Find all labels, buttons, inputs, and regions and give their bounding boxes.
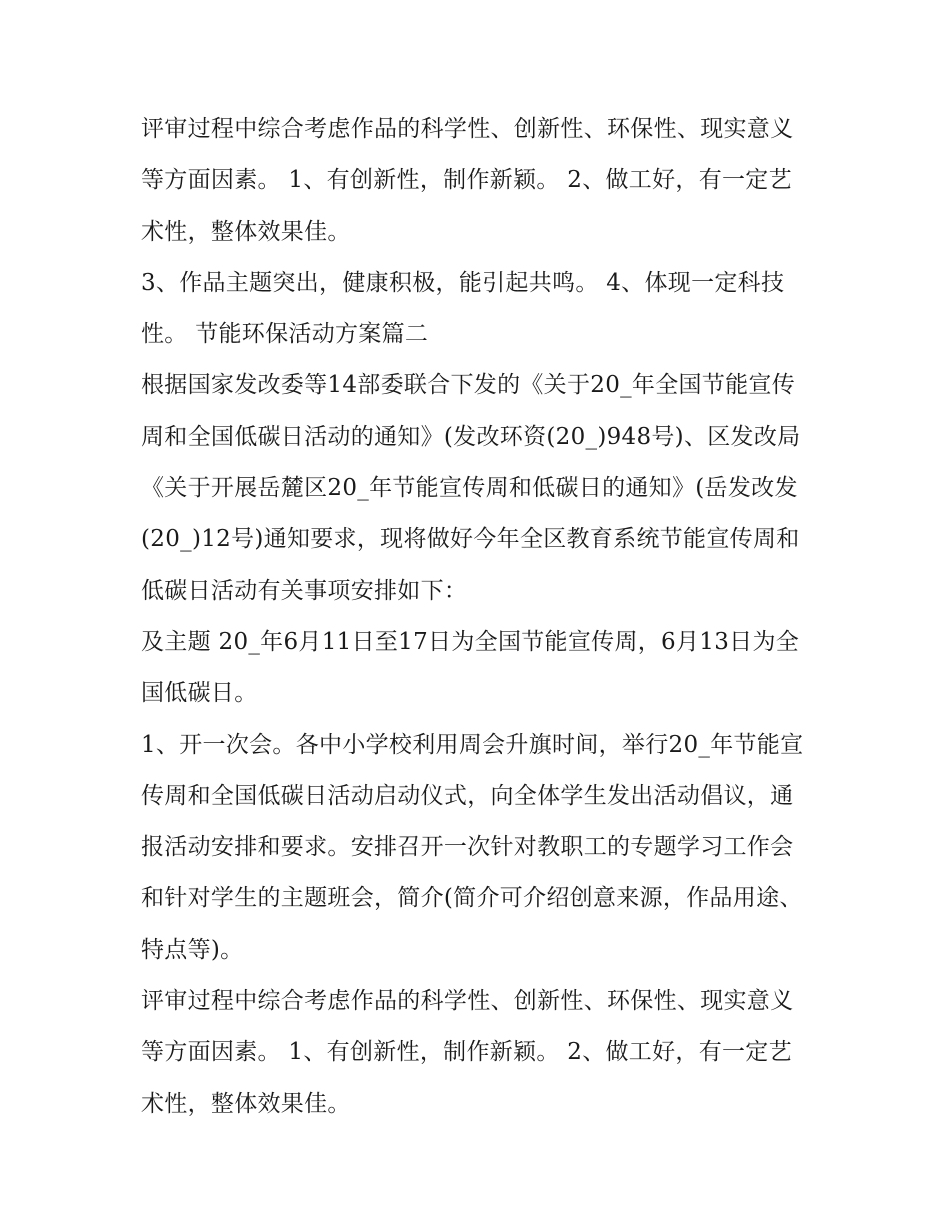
paragraph-notice-basis: 根据国家发改委等14部委联合下发的《关于20_年全国节能宣传周和全国低碳日活动的通知》(发改环资(20_)948号)、区发改局《关于开展岳麓区20_年节能宣传周和低碳日的通知》(岳发改发(20_)12号)通知要求，现将做好今年全区教育系统节能宣传周和低碳日活动有关事项安排如下： (141, 372, 801, 604)
paragraph-meeting: 1、开一次会。各中小学校利用周会升旗时间，举行20_年节能宣传周和全国低碳日活动启动仪式，向全体学生发出活动倡议，通报活动安排和要求。安排召开一次针对教职工的专题学习工作会和针对学生的主题班会，简介(简介可介绍创意来源，作品用途、特点等)。 (141, 731, 804, 963)
paragraph-evaluation-criteria-repeat: 评审过程中综合考虑作品的科学性、创新性、环保性、现实意义等方面因素。 1、有创新性，制作新颖。 2、做工好，有一定艺术性，整体效果佳。 (141, 988, 794, 1117)
paragraph-evaluation-criteria: 评审过程中综合考虑作品的科学性、创新性、环保性、现实意义等方面因素。 1、有创新性，制作新颖。 2、做工好，有一定艺术性，整体效果佳。 (141, 116, 794, 245)
document-body (141, 104, 813, 1130)
paragraph-dates: 及主题 20_年6月11日至17日为全国节能宣传周，6月13日为全国低碳日。 (141, 628, 800, 707)
paragraph-theme-and-title: 3、作品主题突出，健康积极，能引起共鸣。 4、体现一定科技性。 节能环保活动方案篇二 (141, 269, 785, 348)
